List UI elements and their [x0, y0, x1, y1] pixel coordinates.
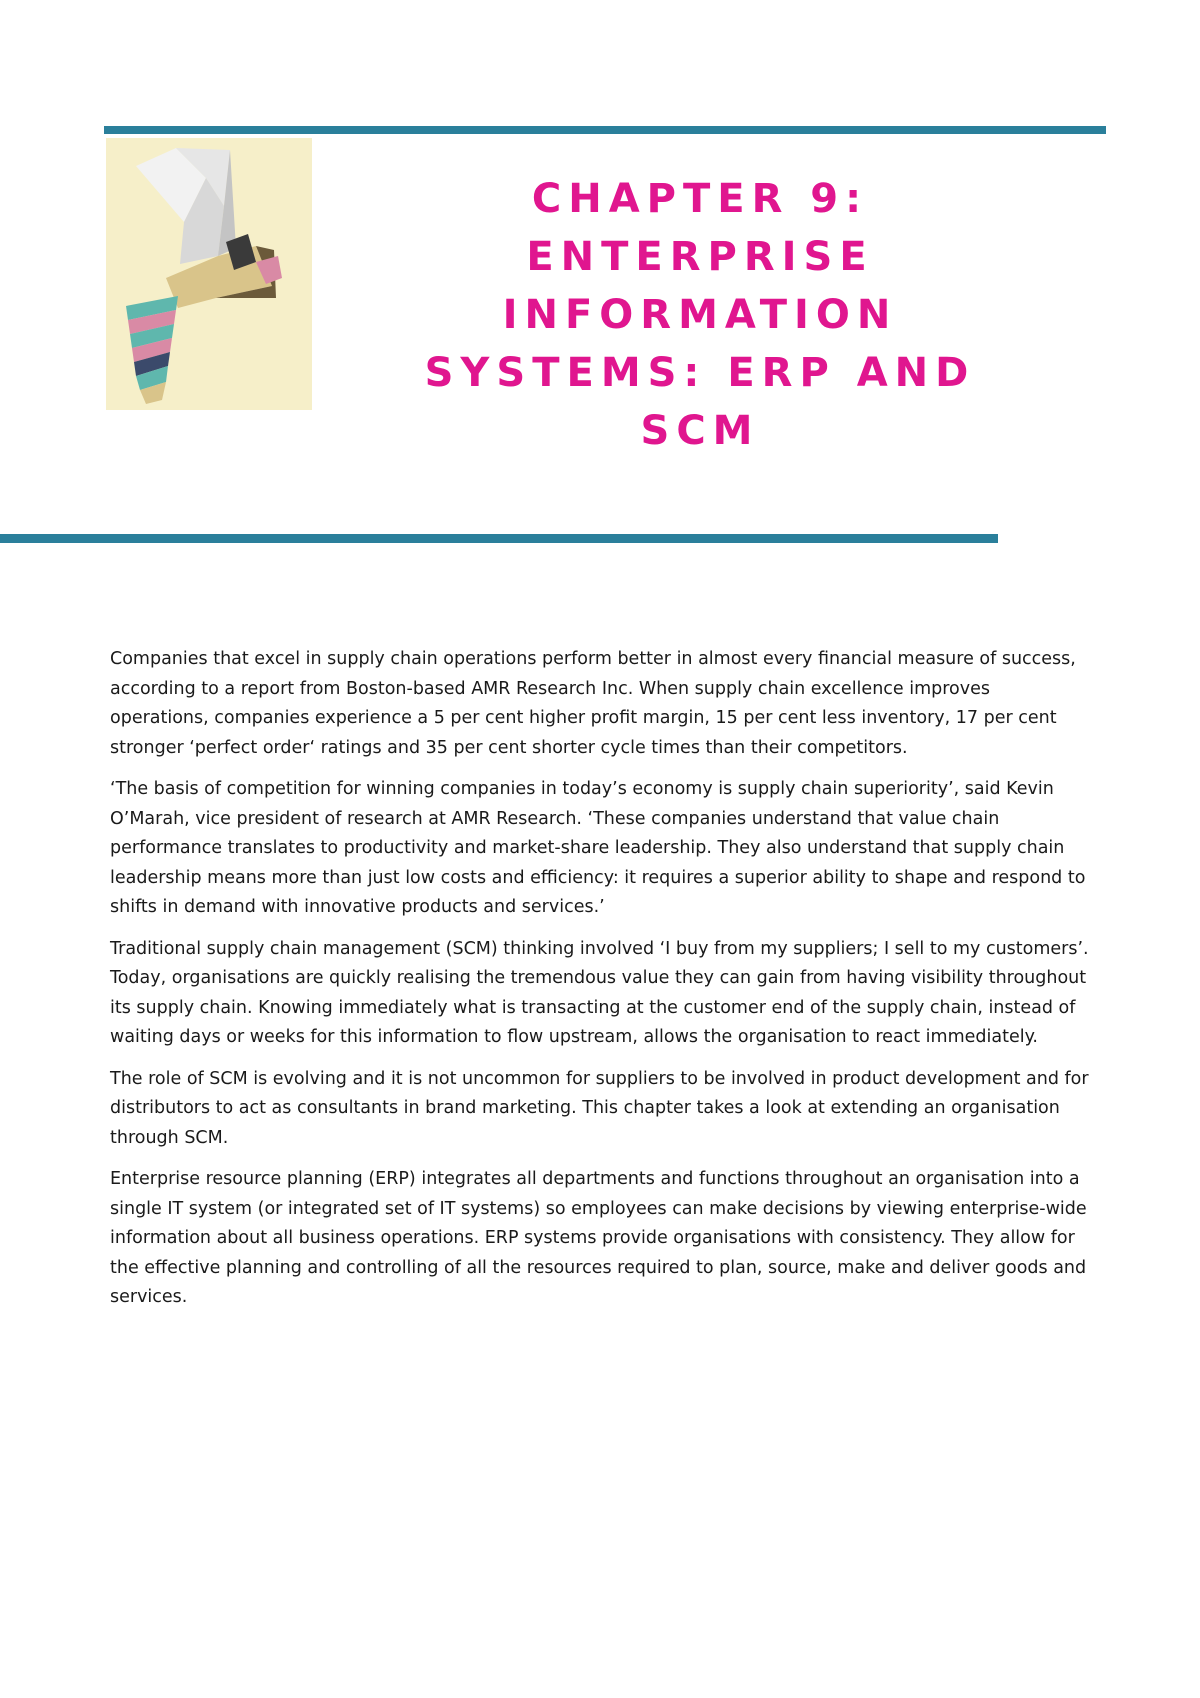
chapter-title-line-4: SYSTEMS: ERP AND — [424, 350, 976, 396]
chapter-title — [360, 170, 1040, 460]
chapter-title-line-2: ENTERPRISE — [526, 234, 874, 280]
chapter-title-line-3: INFORMATION — [502, 292, 898, 338]
chapter-introduction — [110, 645, 1090, 1325]
bottom-divider-rule — [0, 534, 998, 543]
paragraph-1: Companies that excel in supply chain operations perform better in almost every financial measure of success, according to a report from Boston-based AMR Research Inc. When supply chain excellence improves operations, companies experience a 5 per cent higher profit margin, 15 per cent less inventory, 17 per cent stronger ‘perfect order‘ ratings and 35 per cent shorter cycle times than their competitors. — [110, 649, 1076, 758]
paragraph-2: ‘The basis of competition for winning companies in today’s economy is supply chain superiority’, said Kevin O’Marah, vice president of research at AMR Research. ‘These companies understand that value chain performance translates to productivity and market-share leadership. They also understand that supply chain leadership means more than just low costs and efficiency: it requires a superior ability to shape and respond to shifts in demand with innovative products and services.’ — [110, 779, 1086, 917]
paragraph-4: The role of SCM is evolving and it is not uncommon for suppliers to be involved in product development and for distributors to act as consultants in brand marketing. This chapter takes a look at extending an organisation through SCM. — [110, 1068, 1089, 1148]
chapter-title-line-5: SCM — [640, 408, 760, 454]
paragraph-3: Traditional supply chain management (SCM) thinking involved ‘I buy from my suppliers; I sell to my customers’. Today, organisations are quickly realising the tremendous value they can gain from having visibility throughout its supply chain. Knowing immediately what is transacting at the customer end of the supply chain, instead of waiting days or weeks for this information to flow upstream, allows the organisation to react immediately. — [110, 938, 1089, 1047]
top-divider-rule — [104, 126, 1106, 134]
origami-bird-icon — [106, 138, 312, 410]
chapter-title-line-1: CHAPTER 9: — [531, 176, 869, 222]
paragraph-5: Enterprise resource planning (ERP) integrates all departments and functions throughout an organisation into a single IT system (or integrated set of IT systems) so employees can make decisions by viewing enterprise-wide information about all business operations. ERP systems provide organisations with consistency. They allow for the effective planning and controlling of all the resources required to plan, source, make and deliver goods and services. — [110, 1169, 1087, 1307]
